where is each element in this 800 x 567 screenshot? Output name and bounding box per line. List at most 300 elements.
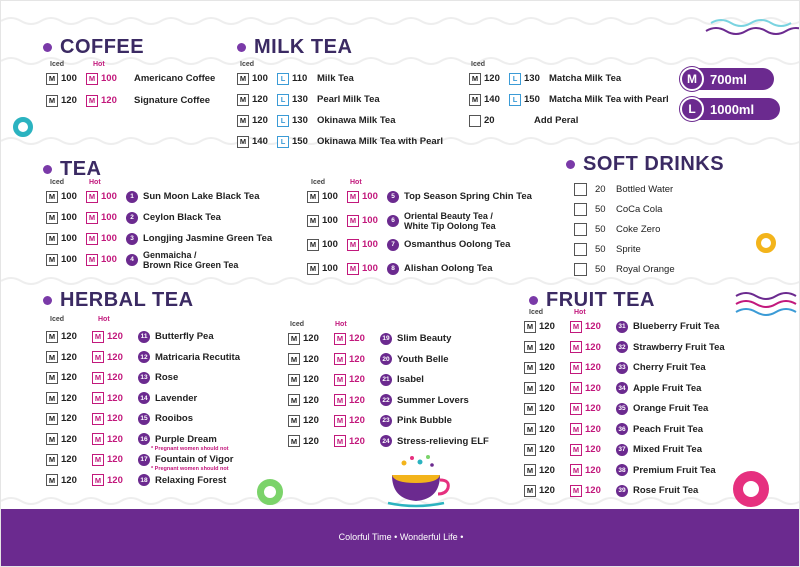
hot-price: 100 [362, 239, 378, 250]
hot-price: 120 [107, 433, 123, 445]
iced-price: 100 [322, 191, 338, 202]
size-badge-medium: M 700ml [682, 68, 774, 90]
section-title-coffee: COFFEE [43, 36, 144, 59]
hot-label: Hot [335, 321, 347, 328]
iced-price: 100 [61, 254, 77, 265]
iced-size-box: M [46, 454, 58, 466]
hot-size-box: M [334, 394, 346, 406]
iced-price: 120 [61, 392, 77, 404]
hot-price: 100 [362, 263, 378, 274]
iced-size-box: M [524, 464, 536, 476]
iced-price: 120 [539, 464, 555, 476]
herbal-tea-item [288, 372, 424, 387]
iced-size-box: M [46, 351, 58, 363]
hot-size-box: M [570, 423, 582, 435]
fruit-tea-item [524, 360, 706, 375]
item-name [404, 211, 496, 231]
milk-tea-item [237, 92, 380, 107]
hot-price: 120 [107, 474, 123, 486]
iced-price: 120 [252, 94, 268, 105]
fruit-tea-item [524, 340, 725, 355]
hot-price: 120 [349, 333, 365, 344]
hot-price: 100 [362, 191, 378, 202]
hot-size-box: M [334, 435, 346, 447]
hot-label: Hot [93, 61, 105, 68]
iced-size-box: M [524, 341, 536, 353]
item-name: Royal Orange [616, 264, 675, 275]
item-name: Milk Tea [317, 73, 354, 84]
hot-size-box: M [570, 485, 582, 497]
hot-price: 120 [585, 485, 601, 496]
herbal-tea-item [46, 329, 214, 344]
herbal-tea-item [46, 391, 197, 406]
herbal-tea-item [288, 331, 451, 346]
item-number-badge: 6 [387, 215, 399, 227]
fruit-tea-item [524, 401, 708, 416]
item-name-line2: White Tip Oolong Tea [404, 220, 496, 231]
iced-label: Iced [471, 61, 486, 68]
drink-price: 50 [595, 244, 606, 255]
drink-price: 20 [595, 184, 606, 195]
iced-size-box: M [288, 353, 300, 365]
item-name: Rooibos [155, 413, 193, 424]
item-number-badge: 2 [126, 212, 138, 224]
hot-size-box: M [334, 415, 346, 427]
fruit-tea-item [524, 422, 703, 437]
item-number-badge: 16 [138, 433, 150, 445]
iced-price: 100 [61, 73, 77, 84]
item-name: Isabel [397, 374, 424, 385]
item-name: Rose Fruit Tea [633, 485, 699, 496]
item-name: Rose [155, 372, 179, 383]
iced-size-box: M [524, 444, 536, 456]
hot-size-box: M [347, 191, 359, 203]
iced-price: 120 [252, 115, 268, 126]
iced-size-box: M [524, 403, 536, 415]
iced-price: 120 [539, 444, 555, 455]
hot-size-box: M [334, 333, 346, 345]
item-name [143, 250, 238, 270]
item-number-badge: 22 [380, 394, 392, 406]
iced-size-box: M [46, 254, 58, 266]
iced-price: 100 [61, 212, 77, 223]
soft-drink-item [574, 222, 660, 237]
iced-price: 120 [303, 394, 319, 406]
item-number-badge: 4 [126, 254, 138, 266]
fruit-tea-item [524, 442, 702, 457]
tea-item [46, 189, 260, 204]
empty-checkbox[interactable] [574, 223, 587, 236]
empty-checkbox[interactable] [574, 203, 587, 216]
item-number-badge: 19 [380, 333, 392, 345]
iced-size-box: M [46, 95, 58, 107]
iced-size-box: M [46, 73, 58, 85]
drink-price: 50 [595, 264, 606, 275]
iced-size-box: M [46, 413, 58, 425]
iced-price: 120 [61, 454, 77, 465]
item-name: Relaxing Forest [155, 474, 227, 486]
item-number-badge: 33 [616, 362, 628, 374]
fruit-tea-item [524, 381, 701, 396]
hot-size-box: M [92, 474, 104, 486]
iced-price: 120 [303, 415, 319, 426]
milk-tea-item [469, 113, 578, 128]
iced-price: 120 [539, 423, 555, 435]
iced-label: Iced [529, 309, 544, 316]
item-name: Coke Zero [616, 224, 661, 235]
iced-price: 120 [61, 351, 77, 363]
iced-price: 120 [61, 474, 77, 486]
item-name: Apple Fruit Tea [633, 382, 702, 394]
hot-price: 100 [101, 191, 117, 202]
warning-note: * Pregnant women should not [151, 466, 229, 472]
item-name-line1: Oriental Beauty Tea / [404, 210, 493, 221]
iced-price: 120 [303, 435, 319, 447]
item-name: Orange Fruit Tea [633, 403, 709, 414]
iced-size-box: M [237, 73, 249, 85]
item-name-line1: Genmaicha / [143, 249, 197, 260]
coffee-item [46, 71, 215, 86]
herbal-tea-item [288, 393, 469, 408]
soft-drink-item [574, 202, 662, 217]
tea-item [46, 231, 272, 246]
iced-size-box: M [524, 485, 536, 497]
iced-price: 120 [539, 382, 555, 394]
item-name: CoCa Cola [616, 204, 663, 215]
hot-size-box: M [570, 382, 582, 394]
hot-size-box: M [347, 239, 359, 251]
hot-size-box: M [92, 454, 104, 466]
item-number-badge: 12 [138, 351, 150, 363]
hot-price: 120 [107, 372, 123, 383]
iced-size-box: M [288, 435, 300, 447]
section-title-tea: TEA [43, 158, 102, 181]
tea-item [46, 210, 221, 225]
ring-icon [756, 233, 776, 253]
hot-label: Hot [98, 316, 110, 323]
section-title-fruit-tea: FRUIT TEA [529, 289, 655, 312]
iced-label: Iced [50, 316, 65, 323]
iced-price: 100 [61, 233, 77, 244]
iced-size-box: M [524, 362, 536, 374]
item-name: Add Peral [534, 115, 579, 126]
iced-price: 120 [539, 341, 555, 353]
item-number-badge: 20 [380, 353, 392, 365]
iced-size-box: M [288, 374, 300, 386]
iced-price: 120 [61, 95, 77, 106]
iced-size-box: M [307, 239, 319, 251]
item-name: Top Season Spring Chin Tea [404, 191, 532, 202]
iced-price: 150 [524, 94, 540, 105]
item-name: Pink Bubble [397, 415, 452, 426]
item-name: Bottled Water [616, 184, 674, 195]
hot-price: 120 [349, 353, 365, 365]
herbal-tea-item [288, 434, 489, 449]
hot-size-box: M [92, 351, 104, 363]
item-number-badge: 8 [387, 263, 399, 275]
iced-price: 120 [484, 73, 500, 84]
hot-price: 120 [107, 392, 123, 404]
milk-tea-item [237, 134, 443, 149]
iced-price: 120 [303, 353, 319, 365]
iced-price: 140 [252, 136, 268, 147]
iced-price: 130 [524, 73, 540, 84]
hot-size-box: M [86, 73, 98, 85]
fruit-tea-item [524, 463, 716, 478]
section-title-soft-drinks: SOFT DRINKS [566, 153, 724, 176]
iced-size-box: M [307, 263, 319, 275]
large-size-box: L [277, 136, 289, 148]
soft-drink-item [574, 242, 641, 257]
item-name: Longjing Jasmine Green Tea [143, 233, 273, 244]
hot-size-box: M [92, 413, 104, 425]
item-name: Okinawa Milk Tea with Pearl [317, 136, 444, 147]
item-number-badge: 7 [387, 239, 399, 251]
hot-price: 120 [349, 435, 365, 447]
ring-icon [13, 117, 33, 137]
hot-size-box: M [92, 331, 104, 343]
herbal-tea-item [46, 432, 229, 452]
hot-size-box: M [570, 341, 582, 353]
empty-checkbox[interactable] [574, 243, 587, 256]
iced-size-box: M [46, 474, 58, 486]
hot-size-box: M [92, 433, 104, 445]
iced-size-box: M [46, 433, 58, 445]
iced-price: 120 [61, 433, 77, 445]
cup-icon [384, 453, 454, 508]
hot-size-box: M [86, 95, 98, 107]
hot-size-box: M [347, 215, 359, 227]
iced-size-box: M [524, 382, 536, 394]
hot-size-box: M [570, 321, 582, 333]
item-name-line2: Brown Rice Green Tea [143, 259, 239, 270]
item-number-badge: 23 [380, 415, 392, 427]
warning-note: * Pregnant women should not [151, 445, 229, 452]
item-name: Purple Dream [155, 433, 217, 445]
item-number-badge: 39 [616, 485, 628, 497]
iced-size-box: M [46, 372, 58, 384]
iced-size-box: M [46, 331, 58, 343]
iced-label: Iced [50, 179, 65, 186]
herbal-tea-item [46, 473, 226, 488]
iced-label: Iced [50, 61, 65, 68]
tea-item [46, 249, 239, 270]
iced-size-box: M [237, 115, 249, 127]
iced-price: 100 [322, 239, 338, 250]
hot-size-box: M [86, 233, 98, 245]
item-name: Matcha Milk Tea [549, 73, 622, 84]
hot-size-box: M [570, 464, 582, 476]
item-number-badge: 37 [616, 444, 628, 456]
item-number-badge: 31 [616, 321, 628, 333]
item-name: Americano Coffee [134, 73, 216, 84]
empty-checkbox[interactable] [469, 115, 481, 127]
tea-item [307, 189, 532, 204]
soft-drink-item [574, 182, 673, 197]
hot-price: 120 [107, 413, 123, 424]
hot-label: Hot [89, 179, 101, 186]
hot-size-box: M [334, 353, 346, 365]
hot-price: 120 [585, 382, 601, 394]
hot-size-box: M [86, 212, 98, 224]
hot-price: 120 [585, 403, 601, 414]
milk-tea-item [237, 113, 396, 128]
tea-item [307, 261, 493, 276]
drink-price: 50 [595, 204, 606, 215]
item-number-badge: 1 [126, 191, 138, 203]
section-title-milk-tea: MILK TEA [237, 36, 352, 59]
large-size-box: L [509, 94, 521, 106]
herbal-tea-item [46, 411, 193, 426]
iced-price: 120 [61, 413, 77, 424]
item-name: Matcha Milk Tea with Pearl [549, 94, 669, 105]
item-number-badge: 34 [616, 382, 628, 394]
iced-size-box: M [237, 94, 249, 106]
hot-price: 120 [349, 394, 365, 406]
item-name: Strawberry Fruit Tea [633, 341, 725, 353]
soft-drink-item [574, 262, 675, 277]
iced-price: 120 [303, 333, 319, 344]
addon-price: 20 [484, 115, 495, 126]
item-name: Blueberry Fruit Tea [633, 321, 720, 332]
hot-price: 120 [107, 331, 123, 342]
coffee-item [46, 93, 210, 108]
large-size-box: L [277, 73, 289, 85]
iced-size-box: M [288, 415, 300, 427]
hot-size-box: M [92, 392, 104, 404]
item-number-badge: 11 [138, 331, 150, 343]
ring-icon [257, 479, 283, 505]
item-number-badge: 36 [616, 423, 628, 435]
hot-price: 120 [585, 362, 601, 373]
iced-label: Iced [311, 179, 326, 186]
hot-size-box: M [570, 403, 582, 415]
item-name: Pearl Milk Tea [317, 94, 380, 105]
large-size-box: L [277, 94, 289, 106]
iced-price: 120 [303, 374, 319, 385]
item-number-badge: 24 [380, 435, 392, 447]
hot-size-box: M [570, 362, 582, 374]
iced-price: 110 [292, 73, 308, 84]
iced-size-box: M [307, 191, 319, 203]
tea-item [307, 237, 510, 252]
hot-size-box: M [347, 263, 359, 275]
herbal-tea-item [288, 413, 452, 428]
tea-item [307, 210, 496, 231]
iced-price: 130 [292, 115, 308, 126]
iced-price: 150 [292, 136, 308, 147]
item-name: Premium Fruit Tea [633, 464, 716, 476]
hot-label: Hot [350, 179, 362, 186]
item-name: Butterfly Pea [155, 331, 214, 342]
large-size-box: L [277, 115, 289, 127]
iced-price: 100 [322, 215, 338, 226]
item-number-badge: 35 [616, 403, 628, 415]
hot-price: 120 [585, 423, 601, 435]
item-number-badge: 13 [138, 372, 150, 384]
item-name: Sprite [616, 244, 641, 255]
hot-price: 120 [107, 454, 123, 465]
item-number-badge: 38 [616, 464, 628, 476]
hot-price: 120 [585, 321, 601, 332]
item-number-badge: 5 [387, 191, 399, 203]
iced-label: Iced [240, 61, 255, 68]
size-badge-large: L 1000ml [682, 98, 780, 120]
ring-icon [733, 471, 769, 507]
iced-size-box: M [469, 73, 481, 85]
iced-size-box: M [524, 423, 536, 435]
iced-price: 100 [322, 263, 338, 274]
iced-price: 120 [539, 403, 555, 414]
hot-price: 120 [107, 351, 123, 363]
hot-price: 120 [101, 95, 117, 106]
drink-price: 50 [595, 224, 606, 235]
empty-checkbox[interactable] [574, 263, 587, 276]
item-name: Summer Lovers [397, 394, 469, 406]
iced-size-box: M [46, 233, 58, 245]
item-name: Matricaria Recutita [155, 351, 241, 363]
item-number-badge: 14 [138, 392, 150, 404]
item-name: Mixed Fruit Tea [633, 444, 702, 455]
hot-price: 100 [101, 212, 117, 223]
hot-price: 120 [585, 464, 601, 476]
herbal-tea-item [46, 452, 234, 472]
iced-size-box: M [46, 191, 58, 203]
iced-price: 100 [252, 73, 268, 84]
hot-price: 120 [349, 374, 365, 385]
empty-checkbox[interactable] [574, 183, 587, 196]
hot-size-box: M [570, 444, 582, 456]
hot-size-box: M [86, 191, 98, 203]
iced-size-box: M [288, 333, 300, 345]
item-name: Fountain of Vigor [155, 454, 234, 465]
iced-price: 120 [61, 372, 77, 383]
item-number-badge: 21 [380, 374, 392, 386]
hot-label: Hot [574, 309, 586, 316]
iced-price: 120 [539, 485, 555, 496]
iced-size-box: M [307, 215, 319, 227]
iced-size-box: M [46, 392, 58, 404]
milk-tea-item [469, 71, 621, 86]
item-name: Slim Beauty [397, 333, 452, 344]
hot-size-box: M [334, 374, 346, 386]
item-number-badge: 3 [126, 233, 138, 245]
hot-size-box: M [86, 254, 98, 266]
herbal-tea-item [288, 352, 449, 367]
item-name: Cherry Fruit Tea [633, 362, 706, 373]
iced-label: Iced [290, 321, 305, 328]
hot-price: 120 [585, 341, 601, 353]
herbal-tea-item [46, 350, 240, 365]
item-name: Peach Fruit Tea [633, 423, 704, 435]
iced-size-box: M [524, 321, 536, 333]
large-size-box: L [509, 73, 521, 85]
item-name: Alishan Oolong Tea [404, 263, 493, 274]
item-number-badge: 18 [138, 474, 150, 486]
milk-tea-item [237, 71, 354, 86]
item-name: Ceylon Black Tea [143, 212, 221, 223]
hot-price: 120 [585, 444, 601, 455]
iced-size-box: M [46, 212, 58, 224]
iced-price: 120 [61, 331, 77, 342]
iced-size-box: M [237, 136, 249, 148]
item-name: Osmanthus Oolong Tea [404, 239, 511, 250]
hot-price: 120 [349, 415, 365, 426]
iced-size-box: M [288, 394, 300, 406]
iced-price: 140 [484, 94, 500, 105]
item-number-badge: 15 [138, 413, 150, 425]
hot-size-box: M [92, 372, 104, 384]
